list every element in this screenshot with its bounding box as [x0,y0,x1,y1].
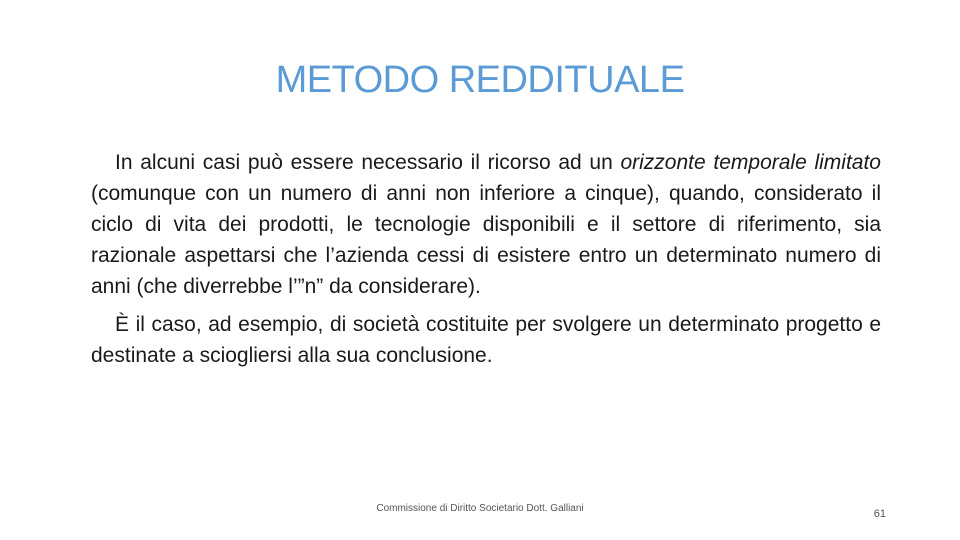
footer-text: Commissione di Diritto Societario Dott. Galliani [376,503,584,514]
slide-body [91,147,881,371]
paragraph-1-italic-text: orizzonte temporale limitato [620,151,881,174]
paragraph-1-text-start: In alcuni casi può essere necessario il ricorso ad un [115,151,621,174]
paragraph-2: È il caso, ad esempio, di società costituite per svolgere un determinato progetto e destinate a sciogliersi alla sua conclusione. [91,313,881,367]
page-number: 61 [873,508,886,520]
paragraph-1 [91,147,881,302]
paragraph-1-text-end: (comunque con un numero di anni non inferiore a cinque), quando, considerato il ciclo di vita dei prodotti, le tecnologie disponibili e il settore di riferimento, sia razionale aspettarsi che l’azienda cessi di esistere entro un determinato numero di anni (che diverrebbe l’”n” da considerare). [91,182,881,298]
slide-title: METODO REDDITUALE [275,59,685,101]
